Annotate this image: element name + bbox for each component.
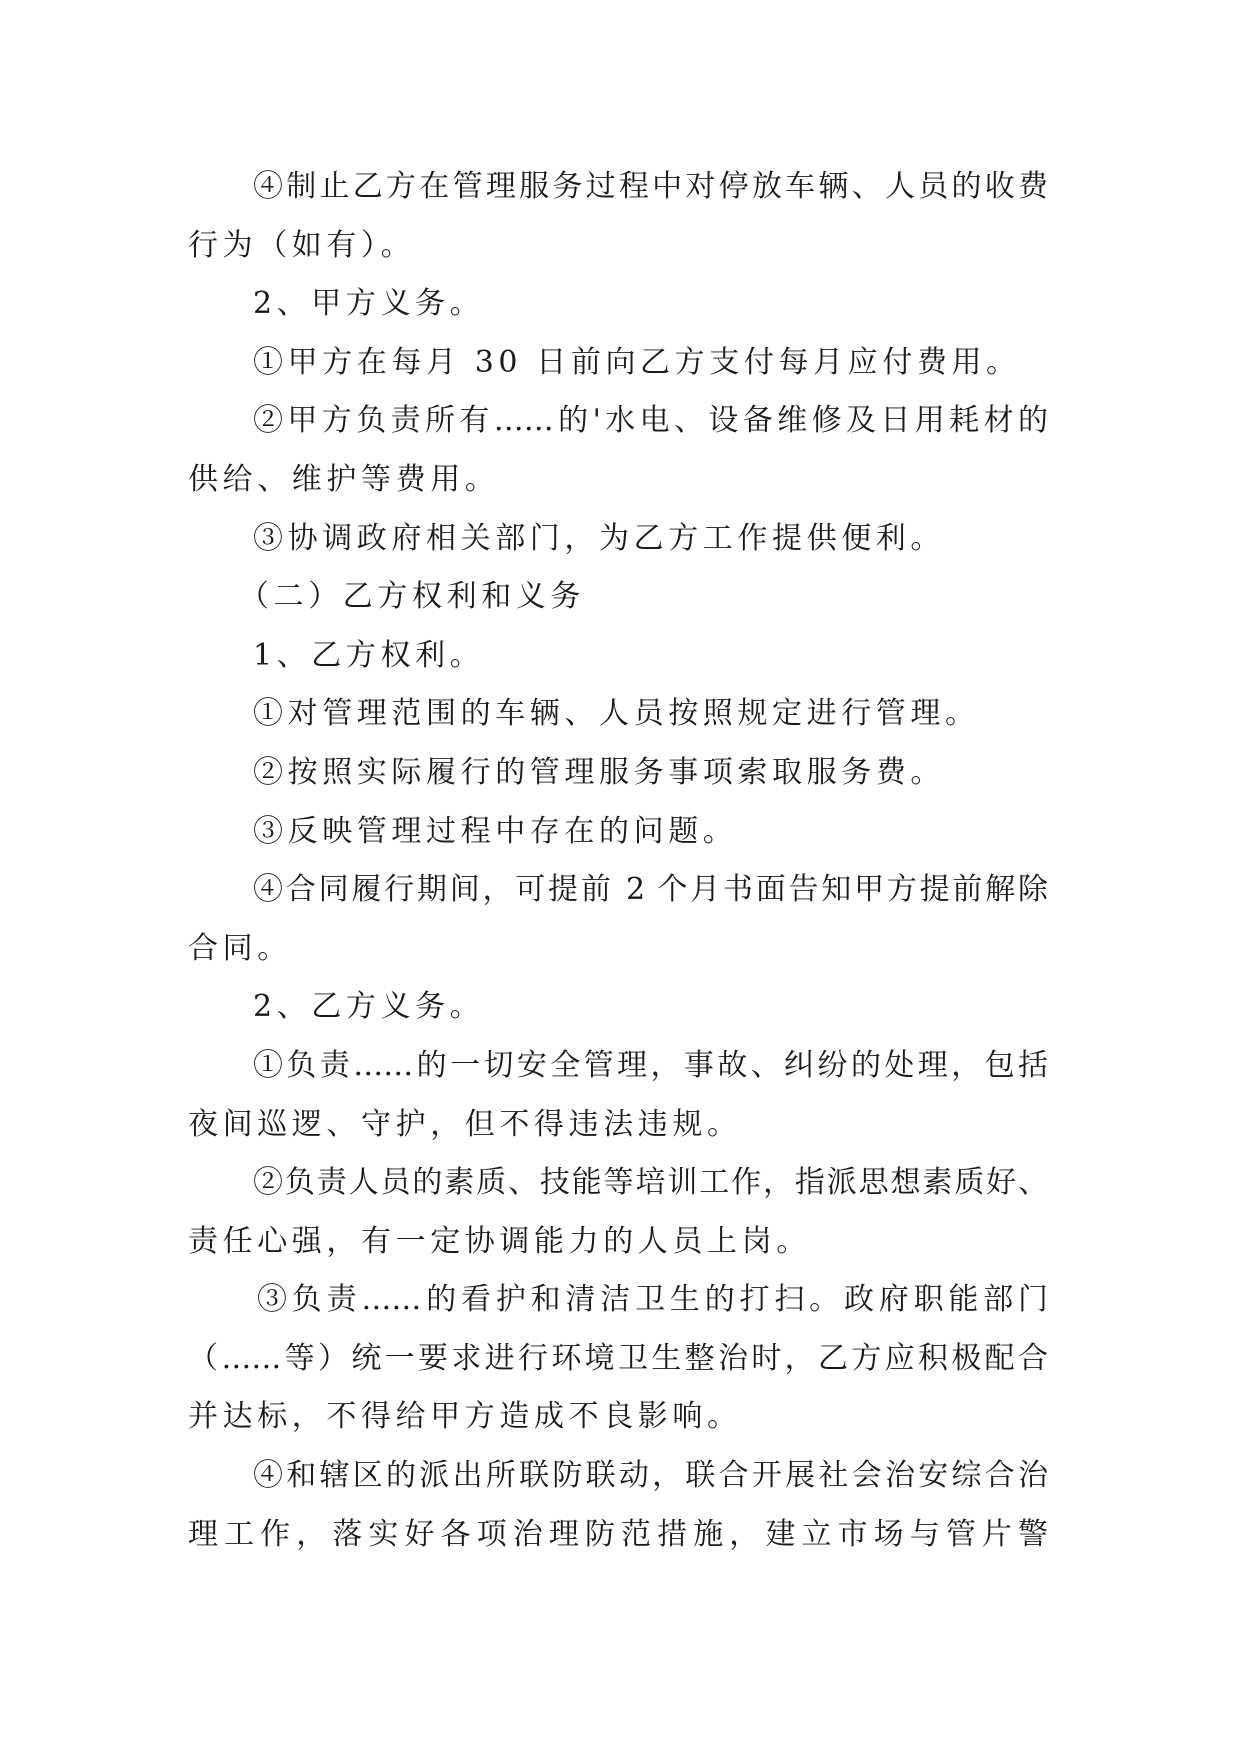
text-line: ②按照实际履行的管理服务事项索取服务费。 [253,754,945,790]
section-heading: （二）乙方权利和义务 [239,579,585,615]
text-line: ①甲方在每月 30 日前向乙方支付每月应付费用。 [253,344,1021,380]
text-line: ④合同履行期间，可提前 2 个月书面告知甲方提前解除 [253,872,1048,908]
text-line: 供给、维护等费用。 [188,461,500,497]
text-line: ④制止乙方在管理服务过程中对停放车辆、人员的收费 [253,169,1048,204]
text-line: ②负责人员的素质、技能等培训工作，指派思想素质好、 [253,1165,1048,1201]
text-line: ①负责……的一切安全管理，事故、纠纷的处理，包括 [253,1047,1048,1083]
text-line: 2、乙方义务。 [253,989,485,1025]
text-line: 1、乙方权利。 [253,637,485,673]
text-line: ①对管理范围的车辆、人员按照规定进行管理。 [253,696,980,732]
text-line: ③负责……的看护和清洁卫生的打扫。政府职能部门 [257,1282,1048,1318]
text-line: 并达标，不得给甲方造成不良影响。 [188,1399,742,1435]
text-line: 理工作，落实好各项治理防范措施，建立市场与管片警 [188,1516,1048,1552]
text-line: 合同。 [188,930,292,966]
text-line: （……等）统一要求进行环境卫生整治时，乙方应积极配合 [188,1340,1048,1376]
text-line: ④和辖区的派出所联防联动，联合开展社会治安综合治 [253,1458,1048,1494]
text-line: ②甲方负责所有……的'水电、设备维修及日用耗材的 [253,403,1048,439]
text-line: 行为（如有）。 [188,227,416,263]
text-line: ③反映管理过程中存在的问题。 [253,813,738,849]
text-line: 夜间巡逻、守护，但不得违法违规。 [188,1106,742,1142]
text-line: 责任心强，有一定协调能力的人员上岗。 [188,1223,811,1259]
document-body [0,158,1241,1564]
text-line: 2、甲方义务。 [253,286,485,322]
text-line: ③协调政府相关部门，为乙方工作提供便利。 [253,520,945,556]
